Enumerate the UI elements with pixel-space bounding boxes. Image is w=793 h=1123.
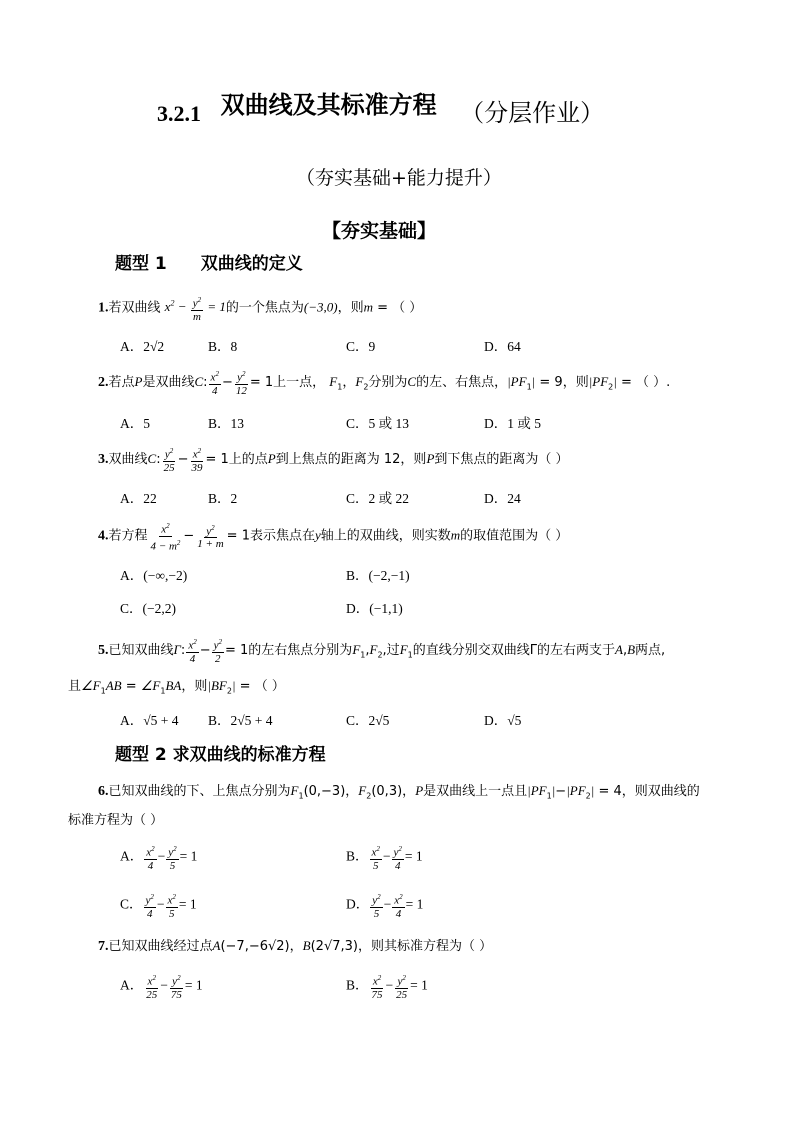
q1-stem: 若双曲线	[108, 300, 161, 316]
q5-stem-c: ,过	[382, 642, 400, 658]
q6-number: 6.	[98, 784, 109, 799]
question-7: 7.已知双曲线经过点A(−7,−6√2)，B(2√7,3)，则其标准方程为（ ）	[98, 938, 493, 954]
q2-stem-b: 是双曲线	[142, 374, 195, 390]
q5-option-c: C．2√5	[346, 713, 390, 728]
q7-option-b-label: B．	[346, 977, 369, 993]
q6-option-a: A． $\frac{x^2}{4}$ − $\frac{y^2}{5}$ = 1	[120, 845, 198, 872]
q1-var: m	[363, 299, 373, 315]
q1-stem-b: 的一个焦点为	[225, 300, 304, 316]
question-3: 3.双曲线C: $\frac{y^2}{25}$ − $\frac{x^2}{39}$ = 1上的点P到上焦点的距离为 12，则P到下焦点的距离为（ ）	[98, 447, 569, 474]
q7-option-a: A． $\frac{x^2}{25}$ − $\frac{y^2}{75}$ = 1	[120, 974, 203, 1001]
q4-stem-a: 若方程	[108, 528, 148, 544]
q1-number: 1.	[98, 300, 109, 316]
q3-number: 3.	[98, 451, 109, 467]
q5-option-b: B．2√5 + 4	[208, 713, 273, 728]
q2-option-c: C．5 或 13	[346, 416, 410, 431]
question-2: 2.若点P是双曲线C: $\frac{x^2}{4}$ − $\frac{y^2}{12}$ = 1上一点， $F_1$，$F_2$分别为C的左、右焦点，$|PF_1| = 9$，则$|PF_2|$ = （ ）.	[98, 370, 671, 397]
q2-option-b: B．13	[208, 416, 245, 431]
q4-option-d: D．(−1,1)	[346, 601, 403, 616]
q1-option-c: C．9	[346, 339, 376, 354]
q6-option-a-label: A．	[120, 848, 144, 864]
q7-stem-b: ，	[289, 939, 303, 954]
q2-stem-a: 若点	[108, 374, 135, 390]
title-tail: （分层作业）	[460, 99, 605, 127]
document-title	[157, 93, 604, 128]
q6-option-c-label: C．	[120, 896, 143, 912]
q6-stem-c: ，	[402, 784, 416, 799]
q7-number: 7.	[98, 939, 109, 954]
q1-stem-c: ，则	[337, 300, 364, 316]
q2-stem-c: 上一点，	[273, 374, 326, 390]
q6-stem-d: 是双曲线上一点且	[423, 784, 528, 799]
q1-option-a: A．2√2	[120, 339, 165, 354]
q2-stem-e: 的左、右焦点，	[416, 374, 508, 390]
question-5: 5.已知双曲线Γ: $\frac{x^2}{4}$ − $\frac{y^2}{2}$ = 1的左右焦点分别为$F_1,F_2$,过$F_1$的直线分别交双曲线Γ的左右两支于A,B两点,	[98, 638, 666, 665]
q5-line2-a: 且	[68, 679, 82, 694]
q2-number: 2.	[98, 374, 109, 390]
q7-stem-c: ，则其标准方程为（ ）	[357, 939, 493, 954]
q5-line2-c: （ ）	[254, 679, 285, 694]
type-heading-1: 题型 1 双曲线的定义	[115, 254, 303, 274]
q6-line-2: 标准方程为（ ）	[68, 813, 164, 828]
q2-option-a: A．5	[120, 416, 150, 431]
title-number: 3.2.1	[157, 101, 201, 126]
q4-option-b: B．(−2,−1)	[346, 568, 410, 583]
q6-option-b-label: B．	[346, 848, 369, 864]
q6-option-c: C． $\frac{y^2}{4}$ − $\frac{x^2}{5}$ = 1	[120, 893, 197, 920]
q1-stem-d: = （ ）	[373, 300, 423, 316]
subtitle: （夯实基础+能力提升）	[296, 167, 502, 189]
q5-stem-d: 的直线分别交双曲线Γ的左右两支于	[412, 642, 615, 658]
q4-stem-b: 表示焦点在	[249, 528, 315, 544]
q2-stem-f: ，则	[562, 374, 589, 390]
q5-stem-a: 已知双曲线	[108, 642, 174, 658]
q5-stem-e: 两点,	[635, 642, 666, 658]
q7-option-b: B． $\frac{x^2}{75}$ − $\frac{y^2}{25}$ = 1	[346, 974, 428, 1001]
question-6: 6.已知双曲线的下、上焦点分别为$F_1(0,-3)$，$F_2(0,3)$，P是双曲线上一点且$|PF_1|-|PF_2| = 4$，则双曲线的	[98, 783, 700, 801]
q6-stem-e: ，则双曲线的	[621, 784, 700, 799]
q2-stem-g: （ ）.	[636, 374, 671, 390]
q2-stem-d: 分别为	[368, 374, 408, 390]
q3-option-d: D．24	[484, 491, 521, 506]
q5-option-d: D．√5	[484, 713, 522, 728]
q6-option-b: B． $\frac{x^2}{5}$ − $\frac{y^2}{4}$ = 1	[346, 845, 423, 872]
question-5-line-2: 且$\angle F_1AB$ = $\angle F_1BA$，则$|BF_2|$ = （ ）	[68, 678, 285, 696]
q6-stem-b: ，	[345, 784, 359, 799]
q5-stem-b: 的左右焦点分别为	[248, 642, 353, 658]
q6-option-d: D． $\frac{y^2}{5}$ − $\frac{x^2}{4}$ = 1	[346, 893, 424, 920]
q3-stem-d: 到下焦点的距离为（ ）	[434, 451, 569, 467]
q4-number: 4.	[98, 528, 109, 544]
q3-option-a: A．22	[120, 491, 157, 506]
q3-option-b: B．2	[208, 491, 238, 506]
type-heading-2: 题型 2 求双曲线的标准方程	[115, 745, 326, 765]
q6-option-d-label: D．	[346, 896, 370, 912]
q5-option-a: A．√5 + 4	[120, 713, 179, 728]
q7-option-a-label: A．	[120, 977, 144, 993]
q4-stem-d: 的取值范围为（ ）	[460, 528, 569, 544]
q4-option-c: C．(−2,2)	[120, 601, 176, 616]
q1-option-d: D．64	[484, 339, 521, 354]
q1-focus: (−3,0)	[303, 299, 338, 315]
q5-line2-b: ，则	[181, 679, 208, 694]
q4-option-a: A．(−∞,−2)	[120, 568, 188, 583]
q1-equation: $x^2$ − $\frac{y^2}{m}$ = 1	[164, 296, 226, 323]
question-1	[98, 294, 422, 323]
title-main: 双曲线及其标准方程	[220, 91, 437, 119]
q2-option-d: D．1 或 5	[484, 416, 541, 431]
q3-stem-c: 到上焦点的距离为 12，则	[275, 451, 427, 467]
q4-stem-c: 轴上的双曲线，则实数	[320, 528, 451, 544]
q1-option-b: B．8	[208, 339, 238, 354]
q3-option-c: C．2 或 22	[346, 491, 410, 506]
q3-stem-a: 双曲线	[108, 451, 148, 467]
q3-stem-b: 上的点	[228, 451, 268, 467]
q6-stem-a: 已知双曲线的下、上焦点分别为	[108, 784, 291, 799]
section-heading: 【夯实基础】	[322, 220, 437, 242]
q5-number: 5.	[98, 642, 109, 658]
question-4: 4.若方程 $\frac{x^2}{4 - m^2}$ − $\frac{y^2}{1 + m}$ = 1表示焦点在y轴上的双曲线，则实数m的取值范围为（ ）	[98, 522, 569, 553]
q7-stem-a: 已知双曲线经过点	[108, 939, 213, 954]
